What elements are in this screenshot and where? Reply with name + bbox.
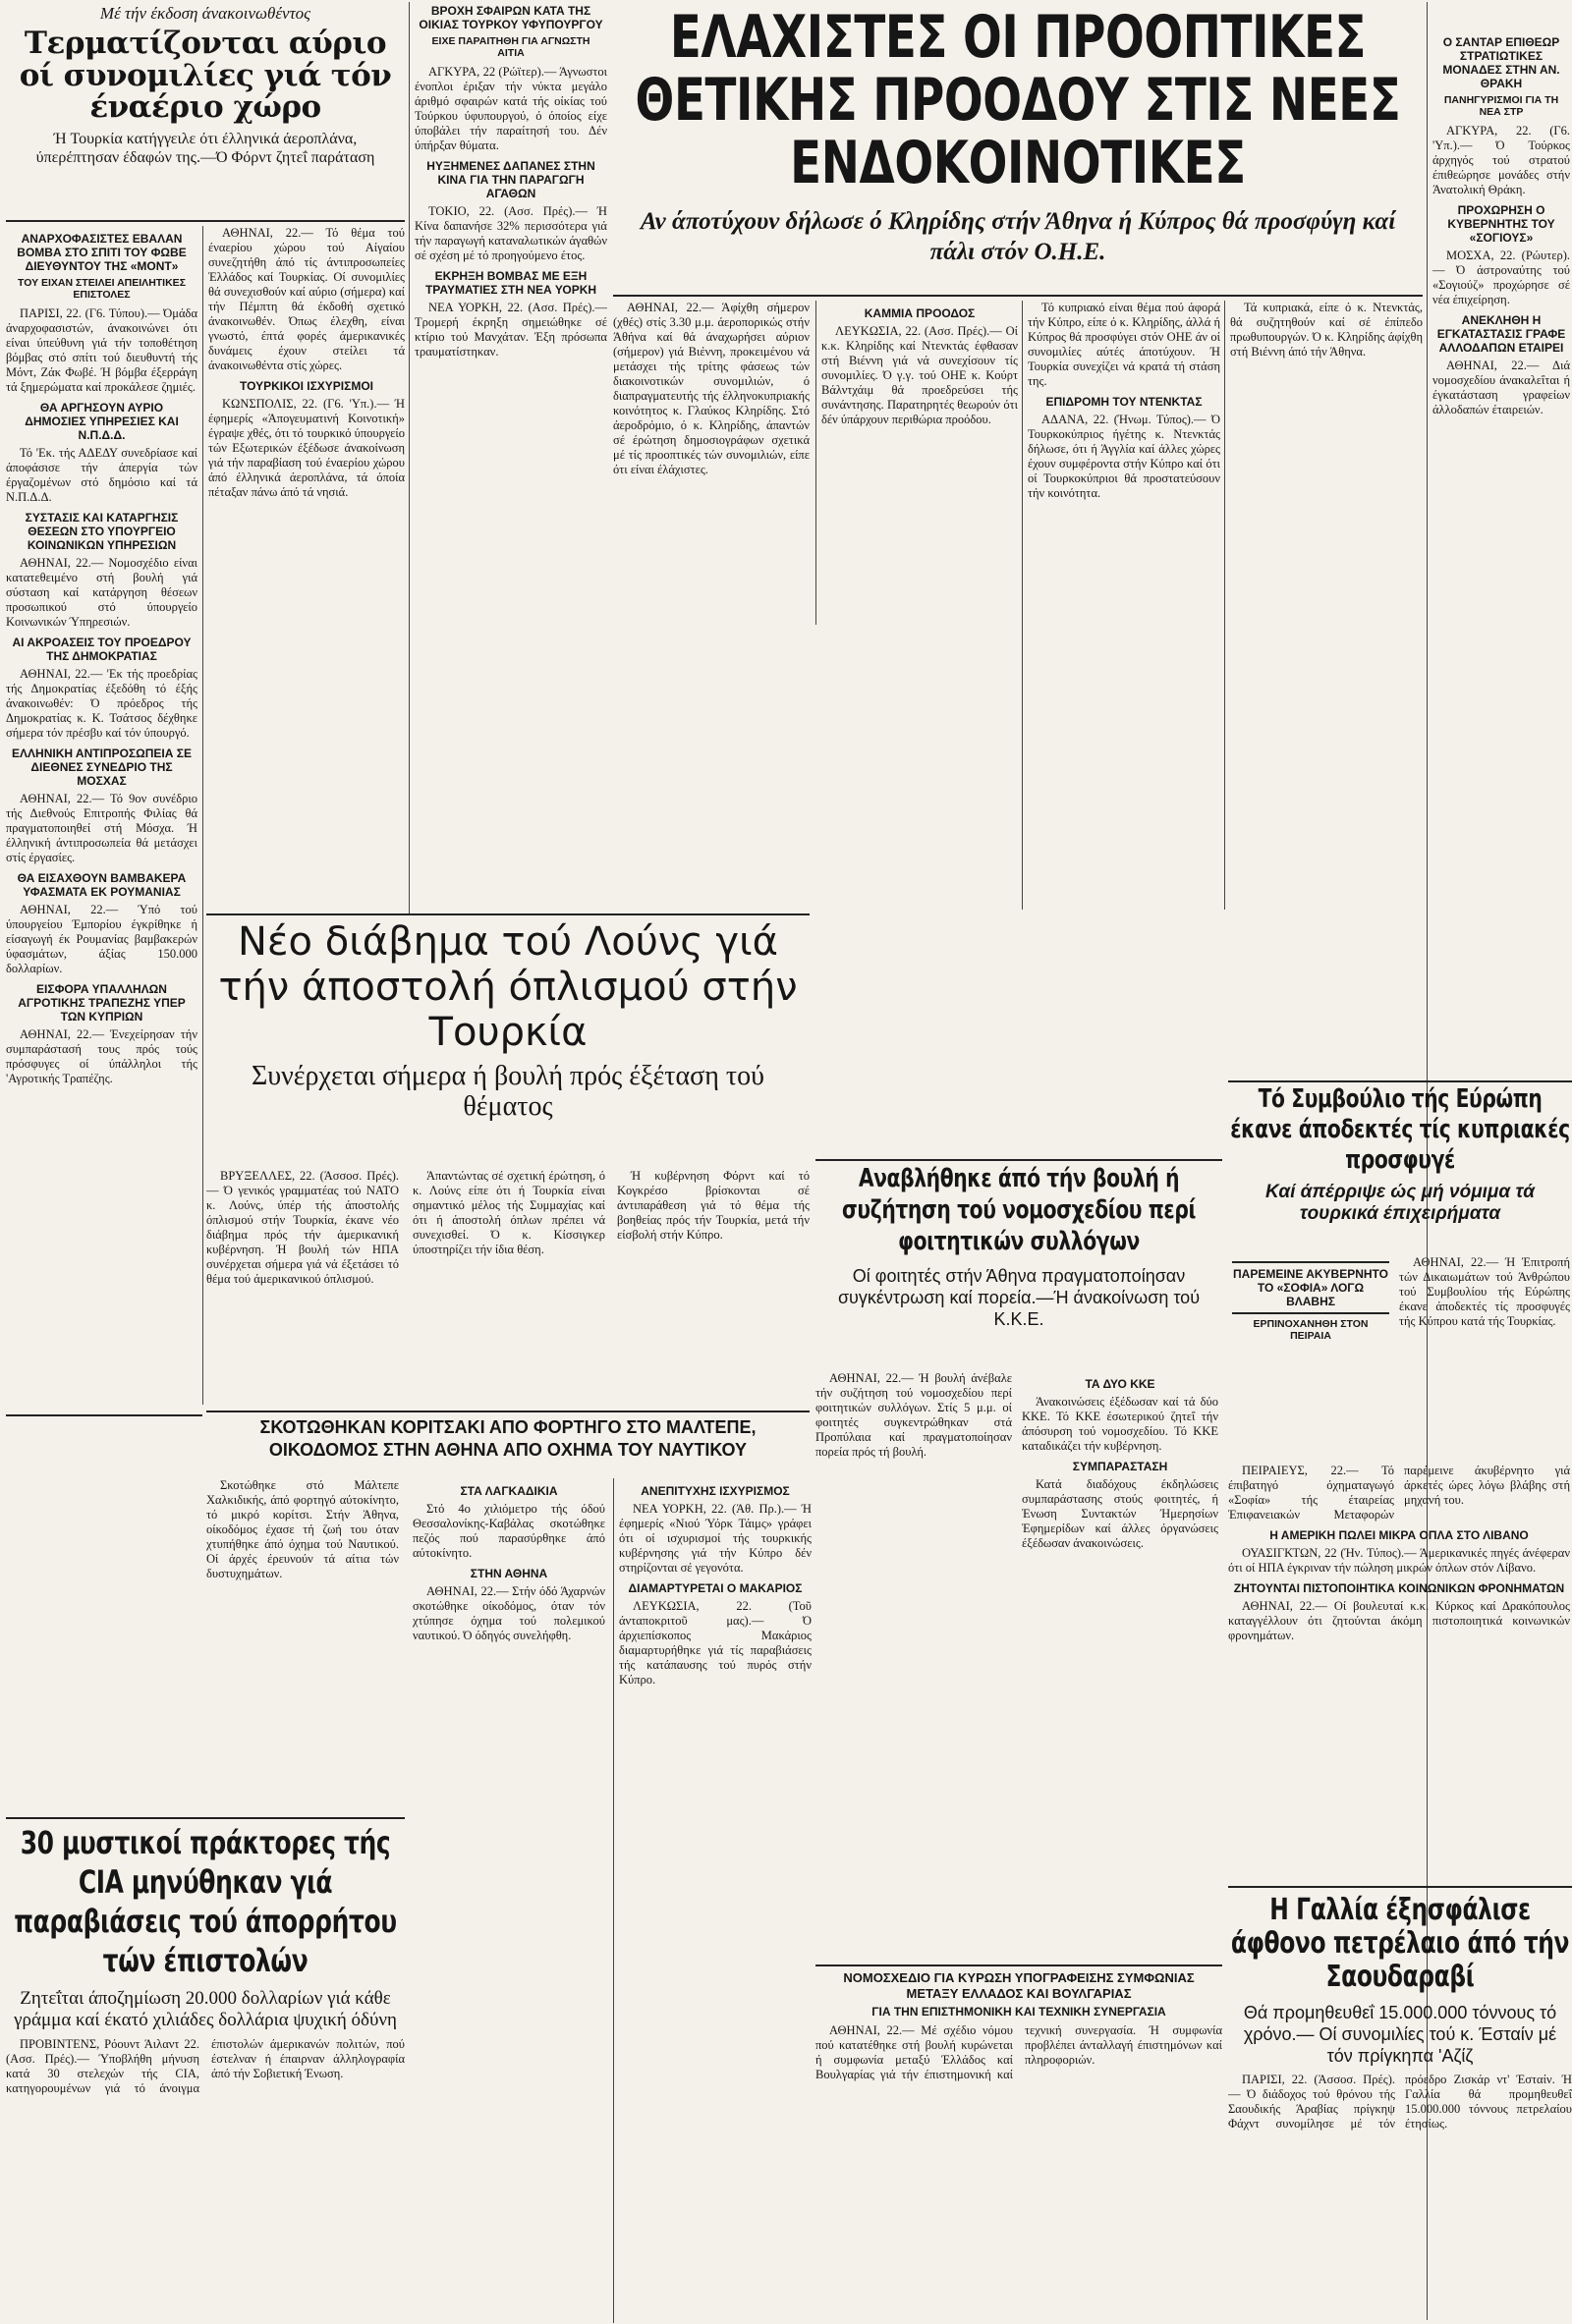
sofia-story (1228, 1255, 1393, 1462)
column-rule (1022, 301, 1023, 910)
cia-story (6, 1817, 405, 2320)
girl-headline: ΣΚΟΤΩΘΗΚΑΝ ΚΟΡΙΤΣΑΚΙ ΑΠΟ ΦΟΡΤΗΓΟ ΣΤΟ ΜΑΛΤΕΠΕ, ΟΙΚΟΔΟΜΟΣ ΣΤΗΝ ΑΘΗΝΑ ΑΠΟ ΟΧΗΜΑ ΤΟΥ ΝΑΥΤΙΚΟΥ (259, 1417, 757, 1460)
lunz-body3: Ή κυβέρνηση Φόρντ καί τό Κογκρέσο βρίσκονται σέ άντιπαράθεση γιά τό θέμα τής βοηθείας πρός τήν Τουρκία, μετά τήν είσβολή στήν Κύπρο. (617, 1169, 810, 1242)
main-body3: Τό κυπριακό είναι θέμα πού άφορά τήν Κύπρο, είπε ό κ. Κληρίδης, άλλά ή Κύπρος θά προσφύγει στόν ΟΗΕ άν οί συνομιλίες αύτές άποτύχουν. Ή Τουρκία συνεχίζει νά κρατά τή στάση της. (1028, 301, 1220, 388)
right-title: Ο ΣΑΝΤΑΡ ΕΠΙΘΕΩΡ ΣΤΡΑΤΙΩΤΙΚΕΣ ΜΟΝΑΔΕΣ ΣΤΗΝ ΑΝ. ΘΡΑΚΗ (1442, 35, 1560, 90)
cotton-body: ΑΘΗΝΑΙ, 22.— Ύπό τού ύπουργείου Έμπορίου έγκρίθηκε ή είσαγωγή έκ Ρουμανίας βαμβακερών ύφασμάτων, άξίας 150.000 δολλαρίων. (6, 903, 197, 975)
eu-headline: Τό Συμβούλιο τής Εύρώπη έκανε άποδεκτές τίς κυπριακές προσφυγέ (1230, 1084, 1570, 1175)
gaul-story (1228, 1890, 1572, 2322)
cia-body: ΠΡΟΒΙΝΤΕΝΣ, Ρόουντ Άιλαντ 22. (Ασσ. Πρές).— Ύποβλήθη μήνυση κατά 30 στελεχών τής CIA, κατηγορουμένων γιά τό άνοιγμα έπιστολών άμερικανών πολιτών, πού έστελναν ή έπαιρναν άλληλογραφία άπό τήν Σοβιετική Ένωση. (6, 2037, 405, 2095)
divider (206, 913, 810, 915)
eu-header (1228, 1084, 1572, 1251)
anarch-body: ΠΑΡΙΣΙ, 22. (Γ6. Τύπου).— Όμάδα άναρχοφασιστών, άνακοινώνει ότι είναι ύπεύθυνη γιά τήν τοποθέτηση βόμβας στό σπίτι τού διευθυντή τής Μόντ, Ζάκ Φωβέ. Ή βόμβα έξερράγη τά ξημερώματα καί προκάλεσε ζημιές. (6, 306, 197, 394)
cotton-title: ΘΑ ΕΙΣΑΧΘΟΥΝ ΒΑΜΒΑΚΕΡΑ ΥΦΑΣΜΑΤΑ ΕΚ ΡΟΥΜΑΝΙΑΣ (17, 871, 187, 899)
bomb-body: ΑΓΚΥΡΑ, 22 (Ρώϊτερ).— Άγνωστοι ένοπλοι έριξαν τήν νύκτα μεγάλο άριθμό σφαιρών κατά τής οίκίας τού Τούρκου ύφυπουργού, ό όποίος είχε ύποβάλει τήν παραίτησή του. Δέν ύπήρξαν θύματα. (415, 65, 607, 152)
adana-body: ΑΔΑΝΑ, 22. (Ήνωμ. Τύπος).— Ό Τουρκοκύπριος ήγέτης κ. Ντενκτάς δήλωσε, ότι ή Άγγλία καί άλλες χώρες έχουν συμφέροντα στήν Κύπρο καί ότι οί Τουρκοκύπριοι θά προστατεύσουν τήν κοινότητα. (1028, 413, 1220, 500)
main-story-header (613, 2, 1423, 297)
ny-body: ΝΕΑ ΥΟΡΚΗ, 22. (Ασσ. Πρές).— Τρομερή έκρηξη σημειώθηκε σέ κτίριο τού Μανχάταν. Έξη πρόσωπα τραυματίστηκαν. (415, 301, 607, 359)
talks-body: ΑΘΗΝΑΙ, 22.— Τό θέμα τού έναερίου χώρου τού Αίγαίου συνεζητήθη άπό τίς άντιπροσωπείες Έλλάδος καί Τουρκίας. Οί συνομιλίες θά συνεχισθούν καί αύριο (σήμερα) καί τήν Πέμπτη θά έκδοθή σχετικό άνακοινωθέν. Όπως έλεχθη, είναι γνωστό, έπτά φορές άμερικανικές δυνάμεις έχουν στείλει τά άνακοινωθέντα στίς χώρες. (208, 226, 405, 372)
cia-subhead: Ζητεΐται άποζημίωση 20.000 δολλαρίων γιά κάθε γράμμα καί έκατό χιλιάδες δολλάρια ψυχική όδύνη (14, 1988, 397, 2030)
hearing-title: ΑΙ ΑΚΡΟΑΣΕΙΣ ΤΟΥ ΠΡΟΕΔΡΟΥ ΤΗΣ ΔΗΜΟΚΡΑΤΙΑΣ (12, 636, 192, 663)
right-sub: ΠΑΝΗΓΥΡΙΣΜΟΙ ΓΙΑ ΤΗ ΝΕΑ ΣΤΡ (1443, 94, 1559, 118)
right-lower (1228, 1464, 1570, 1847)
kicker: Μέ τήν έκδοση άνακοινωθέντος (99, 4, 311, 23)
moscow-body: ΑΘΗΝΑΙ, 22.— Τό 9ον συνέδριο τής Διεθνούς Επιτροπής Φιλίας θά πραγματοποιηθεί στή Μόσχα. Ή έλληνική άντιπροσωπεία θά μετάσχει στίς έργασίες. (6, 792, 197, 864)
main-col-4 (1230, 301, 1423, 910)
bomb-sub: ΕΙΧΕ ΠΑΡΑΙΤΗΘΗ ΓΙΑ ΑΓΝΩΣΤΗ ΑΙΤΙΑ (431, 35, 590, 59)
left-subcol-a (6, 226, 197, 1405)
girl-col-2 (413, 1478, 605, 2323)
main-body: ΑΘΗΝΑΙ, 22.— Άφίχθη σήμερον (χθές) στίς 3.30 μ.μ. άεροπορικώς στήν Άθήνα καί θά άναχωρήσει αύριον (σήμερον) γιά Βιέννη, προκειμένου νά μετάσχει τής τρίτης φάσεως τών διακοινοτικών συνομιλιών, ό διαπραγματευτής τής έλληνοκυπριακής κοινότητος κ. Γλαύκος Κληρίδης. Στό άεροδρόμιο, ό κ. Κληρίδης, άπαντών σέ έρώτηση δημοσιογράφων σχετικά μέ τίς προοπτικές τών συνομιλιών, είπε ότι είναι έλάχιστες. (613, 301, 810, 476)
cia-headline: 30 μυστικοί πράκτορες τής CIA μηνύθηκαν γιά παραβιάσεις τού άπορρήτου τών έπιστολών (14, 1824, 397, 1979)
welfare-title: ΣΥΣΤΑΣΙΣ ΚΑΙ ΚΑΤΑΡΓΗΣΙΣ ΘΕΣΕΩΝ ΣΤΟ ΥΠΟΥΡΓΕΙΟ ΚΟΙΝΩΝΙΚΩΝ ΥΠΗΡΕΣΙΩΝ (25, 511, 179, 552)
girl-sub: ΣΤΑ ΛΑΓΚΑΔΙΚΙΑ (460, 1484, 558, 1498)
leb-body: ΟΥΑΣΙΓΚΤΩΝ, 22 (Ήν. Τύπος).— Άμερικανικές πηγές άνέφεραν ότι οί ΗΠΑ έγκριναν τήν πώληση μικρών όπλων στόν Λίβανο. (1228, 1546, 1570, 1575)
students-col-1 (815, 1371, 1012, 1961)
students-col-2 (1022, 1371, 1218, 1961)
sofia-title: ΠΑΡΕΜΕΙΝΕ ΑΚΥΒΕΡΝΗΤΟ ΤΟ «ΣΟΦΙΑ» ΛΟΓΩ ΒΛΑΒΗΣ (1232, 1261, 1389, 1314)
main-col-3 (1028, 301, 1220, 910)
main-subhead: Αν άποτύχουν δήλωσε ό Κληρίδης στήν Άθηνα ή Κύπρος θά προσφύγη καί πάλι στόν Ο.Η.Ε. (640, 208, 1396, 265)
students-body: ΑΘΗΝΑΙ, 22.— Ή βουλή άνέβαλε τήν συζήτηση τού νομοσχεδίου περί φοιτητικών συλλόγων. Στίς 5 μ.μ. οί φοιτητές συγκεντρώθηκαν στά Προπύλαια καί πραγματοποίησαν πορεία πρός τή βουλή. (815, 1371, 1012, 1459)
sofia-sub: ΕΡΠΙΝΟΧΑΝΗΘΗ ΣΤΟΝ ΠΕΙΡΑΙΑ (1253, 1318, 1369, 1342)
bank-title: ΕΙΣΦΟΡΑ ΥΠΑΛΛΗΛΩΝ ΑΓΡΟΤΙΚΗΣ ΤΡΑΠΕΖΗΣ ΥΠΕΡ ΤΩΝ ΚΥΠΡΙΩΝ (18, 982, 186, 1024)
main-col-1 (613, 301, 810, 929)
cert-body: ΑΘΗΝΑΙ, 22.— Οί βουλευταί κ.κ. Κύρκος καί Δρακόπουλος καταγγέλλουν ότι ζητούνται άκόμη πιστοποιητικά κοινωνικών φρονημάτων. (1228, 1599, 1570, 1642)
talks-body2: ΚΩΝΣΠΟΛΙΣ, 22. (Γ6. 'Υπ.).— Ή έφημερίς «Άπογευματινή Κοινοτική» έγραψε χθές, ότι τό τουρκικό ύπουργείο τών Εξωτερικών έξέδωσε άνακοίνωση γιά τήν παραβίαση τού έναερίου χώρου άπό έλληνικά άεροπλάνα, τά όποία πέταξαν πάνω άπό τά νησιά. (208, 397, 405, 499)
right-body: ΑΓΚΥΡΑ, 22. (Γ6. 'Υπ.).— Ό Τούρκος άρχηγός τού στρατού έπιθεώρησε μονάδες στήν Άνατολική Θράκη. (1432, 124, 1570, 196)
eu-col (1399, 1255, 1570, 1462)
welfare-body: ΑΘΗΝΑΙ, 22.— Νομοσχέδιο είναι κατατεθειμένο στή βουλή γιά σύσταση καί κατάργηση θέσεων προσωπικού στό ύπουργείο Κοινωνικών Ύπηρεσιών. (6, 556, 197, 629)
makarios-body: ΛΕΥΚΩΣΙΑ, 22. (Τοῦ άνταποκριτοῦ μας).— Ό άρχιεπίσκοπος Μακάριος διαμαρτυρήθηκε γιά τίς παραβιάσεις τής κατάπαυσης τού πυρός στήν Κύπρο. (619, 1599, 812, 1687)
column-rule (815, 301, 816, 625)
divider (6, 220, 405, 222)
lunz-col-1 (206, 1169, 399, 1405)
lunz-subhead: Συνέρχεται σήμερα ή βουλή πρός έξέταση τού θέματος (251, 1061, 765, 1122)
divider (613, 295, 1423, 297)
bulg-body: ΑΘΗΝΑΙ, 22.— Μέ σχέδιο νόμου πού κατατέθηκε στή βουλή κυρώνεται ή συμφωνία μεταξύ Έλλάδος καί Βουλγαρίας γιά τήν έπιστημονική καί τεχνική συνεργασία. Ή συμφωνία προβλέπει άνταλλαγή έπιστημόνων καί πληροφοριών. (815, 2023, 1222, 2081)
divider (815, 1964, 1222, 1966)
eu-body: ΑΘΗΝΑΙ, 22.— Ή Έπιτροπή τών Δικαιωμάτων τού Άνθρώπου τού Συμβουλίου τής Εύρώπης έκανε άποδεκτές τίς προσφυγές τής Κύπρου κατά τής Τουρκίας. (1399, 1255, 1570, 1328)
bomb-title: ΒΡΟΧΗ ΣΦΑΙΡΩΝ ΚΑΤΑ ΤΗΣ ΟΙΚΙΑΣ ΤΟΥΡΚΟΥ ΥΦΥΠΟΥΡΓΟΥ (419, 4, 603, 31)
makarios-title: ΔΙΑΜΑΡΤΥΡΕΤΑΙ Ο ΜΑΚΑΡΙΟΣ (628, 1581, 803, 1595)
divider (1228, 1080, 1572, 1082)
column-rule (409, 2, 410, 915)
students-subhead: Οί φοιτητές στήν Άθηνα πραγματοποίησαν συγκέντρωση καί πορεία.—Ή άνακοίνωση τού Κ.Κ.Ε. (837, 1266, 1201, 1329)
hearing-body: ΑΘΗΝΑΙ, 22.— 'Εκ τής προεδρίας τής Δημοκρατίας έξεδόθη τό έξής άνακοινωθέν: Ό πρόεδρος τής Δημοκρατίας κ. Κ. Τσάτσος δέχθηκε σήμερα τόν πρέσβυ καί τόν ύπουργό. (6, 667, 197, 740)
ny2-title: ΑΝΕΠΙΤΥΧΗΣ ΙΣΧΥΡΙΣΜΟΣ (641, 1484, 790, 1498)
column-rule (202, 226, 203, 1405)
bulg-story (815, 1968, 1222, 2322)
divider (6, 1414, 202, 1416)
lunz-body: ΒΡΥΞΕΛΛΕΣ, 22. (Άσσοσ. Πρές).— Ό γενικός γραμματέας τού ΝΑΤΟ κ. Λούνς, ύπέρ τής άποστολής όπλισμού στήν Τουρκία, έκανε νέο διάβημα πρός τήν άμερικανική κυβέρνηση. Ή βουλή τών ΗΠΑ συνέρχεται σήμερα γιά νά έξετάσει τό θέμα τού άμερικανικού όπλισμού. (206, 1169, 399, 1286)
gaul-body: ΠΑΡΙΣΙ, 22. (Άσσοσ. Πρές).— Ό διάδοχος τού θρόνου τής Σαουδικής Άραβίας πρίγκηψ Φάχντ συνομίλησε μέ τόν πρόεδρο Ζισκάρ ντ' Έσταίν. Ή Γαλλία θά προμηθευθεΐ 15.000.000 τόννους πετρελαίου έτησίως. (1228, 2073, 1572, 2130)
divider (1228, 1886, 1572, 1888)
left-subcol-b (208, 226, 405, 933)
symp-sub: ΣΥΜΠΑΡΑΣΤΑΣΗ (1072, 1460, 1168, 1473)
news-col (619, 1478, 812, 2323)
anarch-title: ΑΝΑΡΧΟΦΑΣΙΣΤΕΣ ΕΒΑΛΑΝ ΒΟΜΒΑ ΣΤΟ ΣΠΙΤΙ ΤΟΥ ΦΩΒΕ ΔΙΕΥΘΥΝΤΟΥ ΤΗΣ «ΜΟΝΤ» (17, 232, 187, 273)
athens-sub: ΣΤΗΝ ΑΘΗΝΑ (470, 1567, 548, 1580)
students-headline: Αναβλήθηκε άπό τήν βουλή ή συζήτηση τού νομοσχεδίου περί φοιτητικών συλλόγων (842, 1164, 1196, 1256)
ny-title: ΕΚΡΗΞΗ ΒΟΜΒΑΣ ΜΕ ΕΞΗ ΤΡΑΥΜΑΤΙΕΣ ΣΤΗ ΝΕΑ ΥΟΡΚΗ (424, 269, 597, 297)
sofia-body: ΠΕΙΡΑΙΕΥΣ, 22.— Τό έπιβατηγό όχηματαγωγό «Σοφία» τής έταιρείας Έπιφανειακών Μεταφορών παρέμεινε άκυβέρνητο γιά άρκετές ώρες λόγω βλάβης στή μηχανή του. (1228, 1464, 1570, 1522)
anek-title: ΑΝΕΚΛΗΘΗ Η ΕΓΚΑΤΑΣΤΑΣΙΣ ΓΡΑΦΕ ΑΛΛΟΔΑΠΩΝ ΕΤΑΙΡΕΙ (1436, 313, 1566, 355)
china-body: ΤΟΚΙΟ, 22. (Ασσ. Πρές).— Ή Κίνα δαπανήσε 32% περισσότερα γιά τήν παραγωγή καταναλωτικών άγαθών σέ σχέση μέ τό προηγούμενο έτος. (415, 204, 607, 262)
kke-body: Άνακοινώσεις έξέδωσαν καί τά δύο ΚΚΕ. Τό ΚΚΕ έσωτερικού ζητεΐ τήν άπόσυρση τού νομοσχεδίου. Τό ΚΚΕ καταδικάζει τήν κυβέρνηση. (1022, 1395, 1218, 1453)
athens-body: ΑΘΗΝΑΙ, 22.— Στήν όδό Άχαρνών σκοτώθηκε οίκοδόμος, όταν τόν χτύπησε όχημα τού πολεμικού ναυτικού. Ό όδηγός συνελήφθη. (413, 1584, 605, 1642)
lunz-body2: Άπαντώντας σέ σχετική έρώτηση, ό κ. Λούνς είπε ότι ή Τουρκία είναι σημαντικό μέλος τής Συμμαχίας καί ότι ή άποστολή όπλων πρέπει νά συνεχισθεί. Ό κ. Κίσσιγκερ ύποστηρίζει τήν ίδια θέση. (413, 1169, 605, 1256)
main-body2: ΛΕΥΚΩΣΙΑ, 22. (Ασσ. Πρές).— Οί κ.κ. Κληρίδης καί Ντενκτάς έφθασαν στή Βιέννη γιά νά συνεχίσουν τίς συνομιλίες. Ό γ.γ. τού ΟΗΕ κ. Κούρτ Βάλντχάιμ θά προεδρεύσει τής συνάντησης. Παρατηρητές θεωρούν ότι δέν ύπάρχουν περιθώρια προόδου. (821, 324, 1018, 426)
kke-sub: ΤΑ ΔΥΟ ΚΚΕ (1085, 1377, 1155, 1391)
lunz-headline: Νέο διάβημα τού Λούνς γιά τήν άποστολή όπλισμού στήν Τουρκία (218, 919, 798, 1055)
main-col-2 (821, 301, 1018, 625)
column-rule (1224, 301, 1225, 910)
gaul-subhead: Θά προμηθευθεΐ 15.000.000 τόννους τό χρόνο.— Οί συνομιλίες τού κ. Έσταίν μέ τόν πρίγκηπα 'Αζίζ (1243, 2003, 1557, 2066)
divider (6, 1817, 405, 1819)
main-sub2: ΚΑΜΜΙΑ ΠΡΟΟΔΟΣ (864, 306, 976, 320)
leb-title: Η ΑΜΕΡΙΚΗ ΠΩΛΕΙ ΜΙΚΡΑ ΟΠΛΑ ΣΤΟ ΛΙΒΑΝΟ (1269, 1528, 1529, 1542)
right-column (1432, 29, 1570, 1080)
talks-sub2: ΤΟΥΡΚΙΚΟΙ ΙΣΧΥΡΙΣΜΟΙ (240, 379, 373, 393)
students-header (815, 1163, 1222, 1369)
cert-title: ΖΗΤΟΥΝΤΑΙ ΠΙΣΤΟΠΟΙΗΤΙΚΑ ΚΟΙΝΩΝΙΚΩΝ ΦΡΟΝΗΜΑΤΩΝ (1233, 1581, 1565, 1595)
gaul-headline: Η Γαλλία έξησφάλισε άφθονο πετρέλαιο άπό τήν Σαουδαραβί (1230, 1893, 1570, 1994)
cy-body: Τά κυπριακά, είπε ό κ. Ντενκτάς, θά συζητηθούν καί σέ έπίπεδο πρωθυπουργών. Ό κ. Κληρίδης άφίχθη στή Βιέννη άπό τήν Άθηνα. (1230, 301, 1423, 359)
col-two (415, 2, 607, 906)
eu-subhead: Καί άπέρριψε ώς μή νόμιμα τά τουρκικά έπιχειρήματα (1264, 1182, 1535, 1224)
china-title: ΗΥΞΗΜΕΝΕΣ ΔΑΠΑΝΕΣ ΣΤΗΝ ΚΙΝΑ ΓΙΑ ΤΗΝ ΠΑΡΑΓΩΓΗ ΑΓΑΘΩΝ (426, 159, 595, 200)
bulg-sub: ΓΙΑ ΤΗΝ ΕΠΙΣΤΗΜΟΝΙΚΗ ΚΑΙ ΤΕΧΝΙΚΗ ΣΥΝΕΡΓΑΣΙΑ (871, 2005, 1166, 2019)
bulg-headline: ΝΟΜΟΣΧΕΔΙΟ ΓΙΑ ΚΥΡΩΣΗ ΥΠΟΓΡΑΦΕΙΣΗΣ ΣΥΜΦΩΝΙΑΣ ΜΕΤΑΞΥ ΕΛΛΑΔΟΣ ΚΑΙ ΒΟΥΛΓΑΡΙΑΣ (843, 1970, 1195, 2001)
ny2-body: ΝΕΑ ΥΟΡΚΗ, 22. (Άθ. Πρ.).— Ή έφημερίς «Νιού Ύόρκ Τάιμς» γράφει ότι οί ισχυρισμοί τής τουρκικής κυβέρνησης γιά τήν Κύπρο δέν στηρίζονται σέ γεγονότα. (619, 1502, 812, 1575)
adana-sub: ΕΠΙΔΡΟΜΗ ΤΟΥ ΝΤΕΝΚΤΑΣ (1045, 395, 1203, 409)
girl-body2: Στό 4ο χιλιόμετρο τής όδού Θεσσαλονίκης-Καβάλας σκοτώθηκε πεζός πού παρασύρθηκε άπό αύτοκίνητο. (413, 1502, 605, 1560)
talks-subhead: Ή Τουρκία κατήγγειλε ότι έλληνικά άεροπλάνα, ύπερέπτησαν έδαφών της.—Ό Φόρντ ζητεΐ παράταση (35, 130, 375, 166)
lunz-col-2 (413, 1169, 605, 1405)
anarch-sub: ΤΟΥ ΕΙΧΑΝ ΣΤΕΙΛΕΙ ΑΠΕΙΛΗΤΙΚΕΣ ΕΠΙΣΤΟΛΕΣ (17, 277, 186, 301)
prohor-title: ΠΡΟΧΩΡΗΣΗ Ο ΚΥΒΕΡΝΗΤΗΣ ΤΟΥ «ΣΟΓΙΟΥΣ» (1447, 203, 1555, 245)
moscow-title: ΕΛΛΗΝΙΚΗ ΑΝΤΙΠΡΟΣΩΠΕΙΑ ΣΕ ΔΙΕΘΝΕΣ ΣΥΝΕΔΡΙΟ ΤΗΣ ΜΟΣΧΑΣ (12, 747, 192, 788)
girl-col-1 (206, 1478, 399, 1812)
divider (815, 1159, 1222, 1161)
strike-body: Τό 'Εκ. τής ΑΔΕΔΥ συνεδρίασε καί άποφάσισε τήν άπεργία τών έργαζομένων στό δημόσιο καί τά Ν.Π.Δ.Δ. (6, 446, 197, 504)
column-rule (613, 1478, 614, 2323)
symp-body: Κατά διαδόχους έκδηλώσεις συμπαράστασης στούς φοιτητές, ή Ένωση Συντακτών Ήμερησίων Έφημερίδων καί άλλες όργανώσεις έξέδωσαν άνακοινώσεις. (1022, 1477, 1218, 1550)
strike-title: ΘΑ ΑΡΓΗΣΟΥΝ ΑΥΡΙΟ ΔΗΜΟΣΙΕΣ ΥΠΗΡΕΣΙΕΣ ΚΑΙ Ν.Π.Δ.Δ. (25, 401, 179, 442)
main-headline: ΕΛΑΧΙΣΤΕΣ ΟΙ ΠΡΟΟΠΤΙΚΕΣ ΘΕΤΙΚΗΣ ΠΡΟΟΔΟΥ ΣΤΙΣ ΝΕΕΣ ΕΝΔΟΚΟΙΝΟΤΙΚΕΣ (635, 3, 1401, 197)
prohor-body: ΜΟΣΧΑ, 22. (Ρώυτερ).— Ό άστροναύτης τού «Σογιούζ» προχώρησε σέ νέα έπιχείρηση. (1432, 249, 1570, 306)
bank-body: ΑΘΗΝΑΙ, 22.— Ένεχείρησαν τήν συμπαράστασή τους πρός τούς πρόσφυγες οί ύπάλληλοι τής 'Αγροτικής Τραπέζης. (6, 1027, 197, 1085)
talks-headline: Τερματίζονται αύριο οί συνομιλίες γιά τόν έναέριο χώρο (19, 26, 392, 126)
girl-body: Σκοτώθηκε στό Μάλτεπε Χαλκιδικής, άπό φορτηγό αύτοκίνητο, τό μικρό κορίτσι. Στήν Άθηνα, οίκοδόμος έχασε τή ζωή του όταν χτυπήθηκε άπό όχημα τού Ναυτικού. Οί άρχές έρευνούν τά αίτια τών δυστυχημάτων. (206, 1478, 399, 1580)
anek-body: ΑΘΗΝΑΙ, 22.— Διά νομοσχεδίου άνακαλεΐται ή έγκατάσταση γραφείων άλλοδαπών έταιρειών. (1432, 359, 1570, 416)
